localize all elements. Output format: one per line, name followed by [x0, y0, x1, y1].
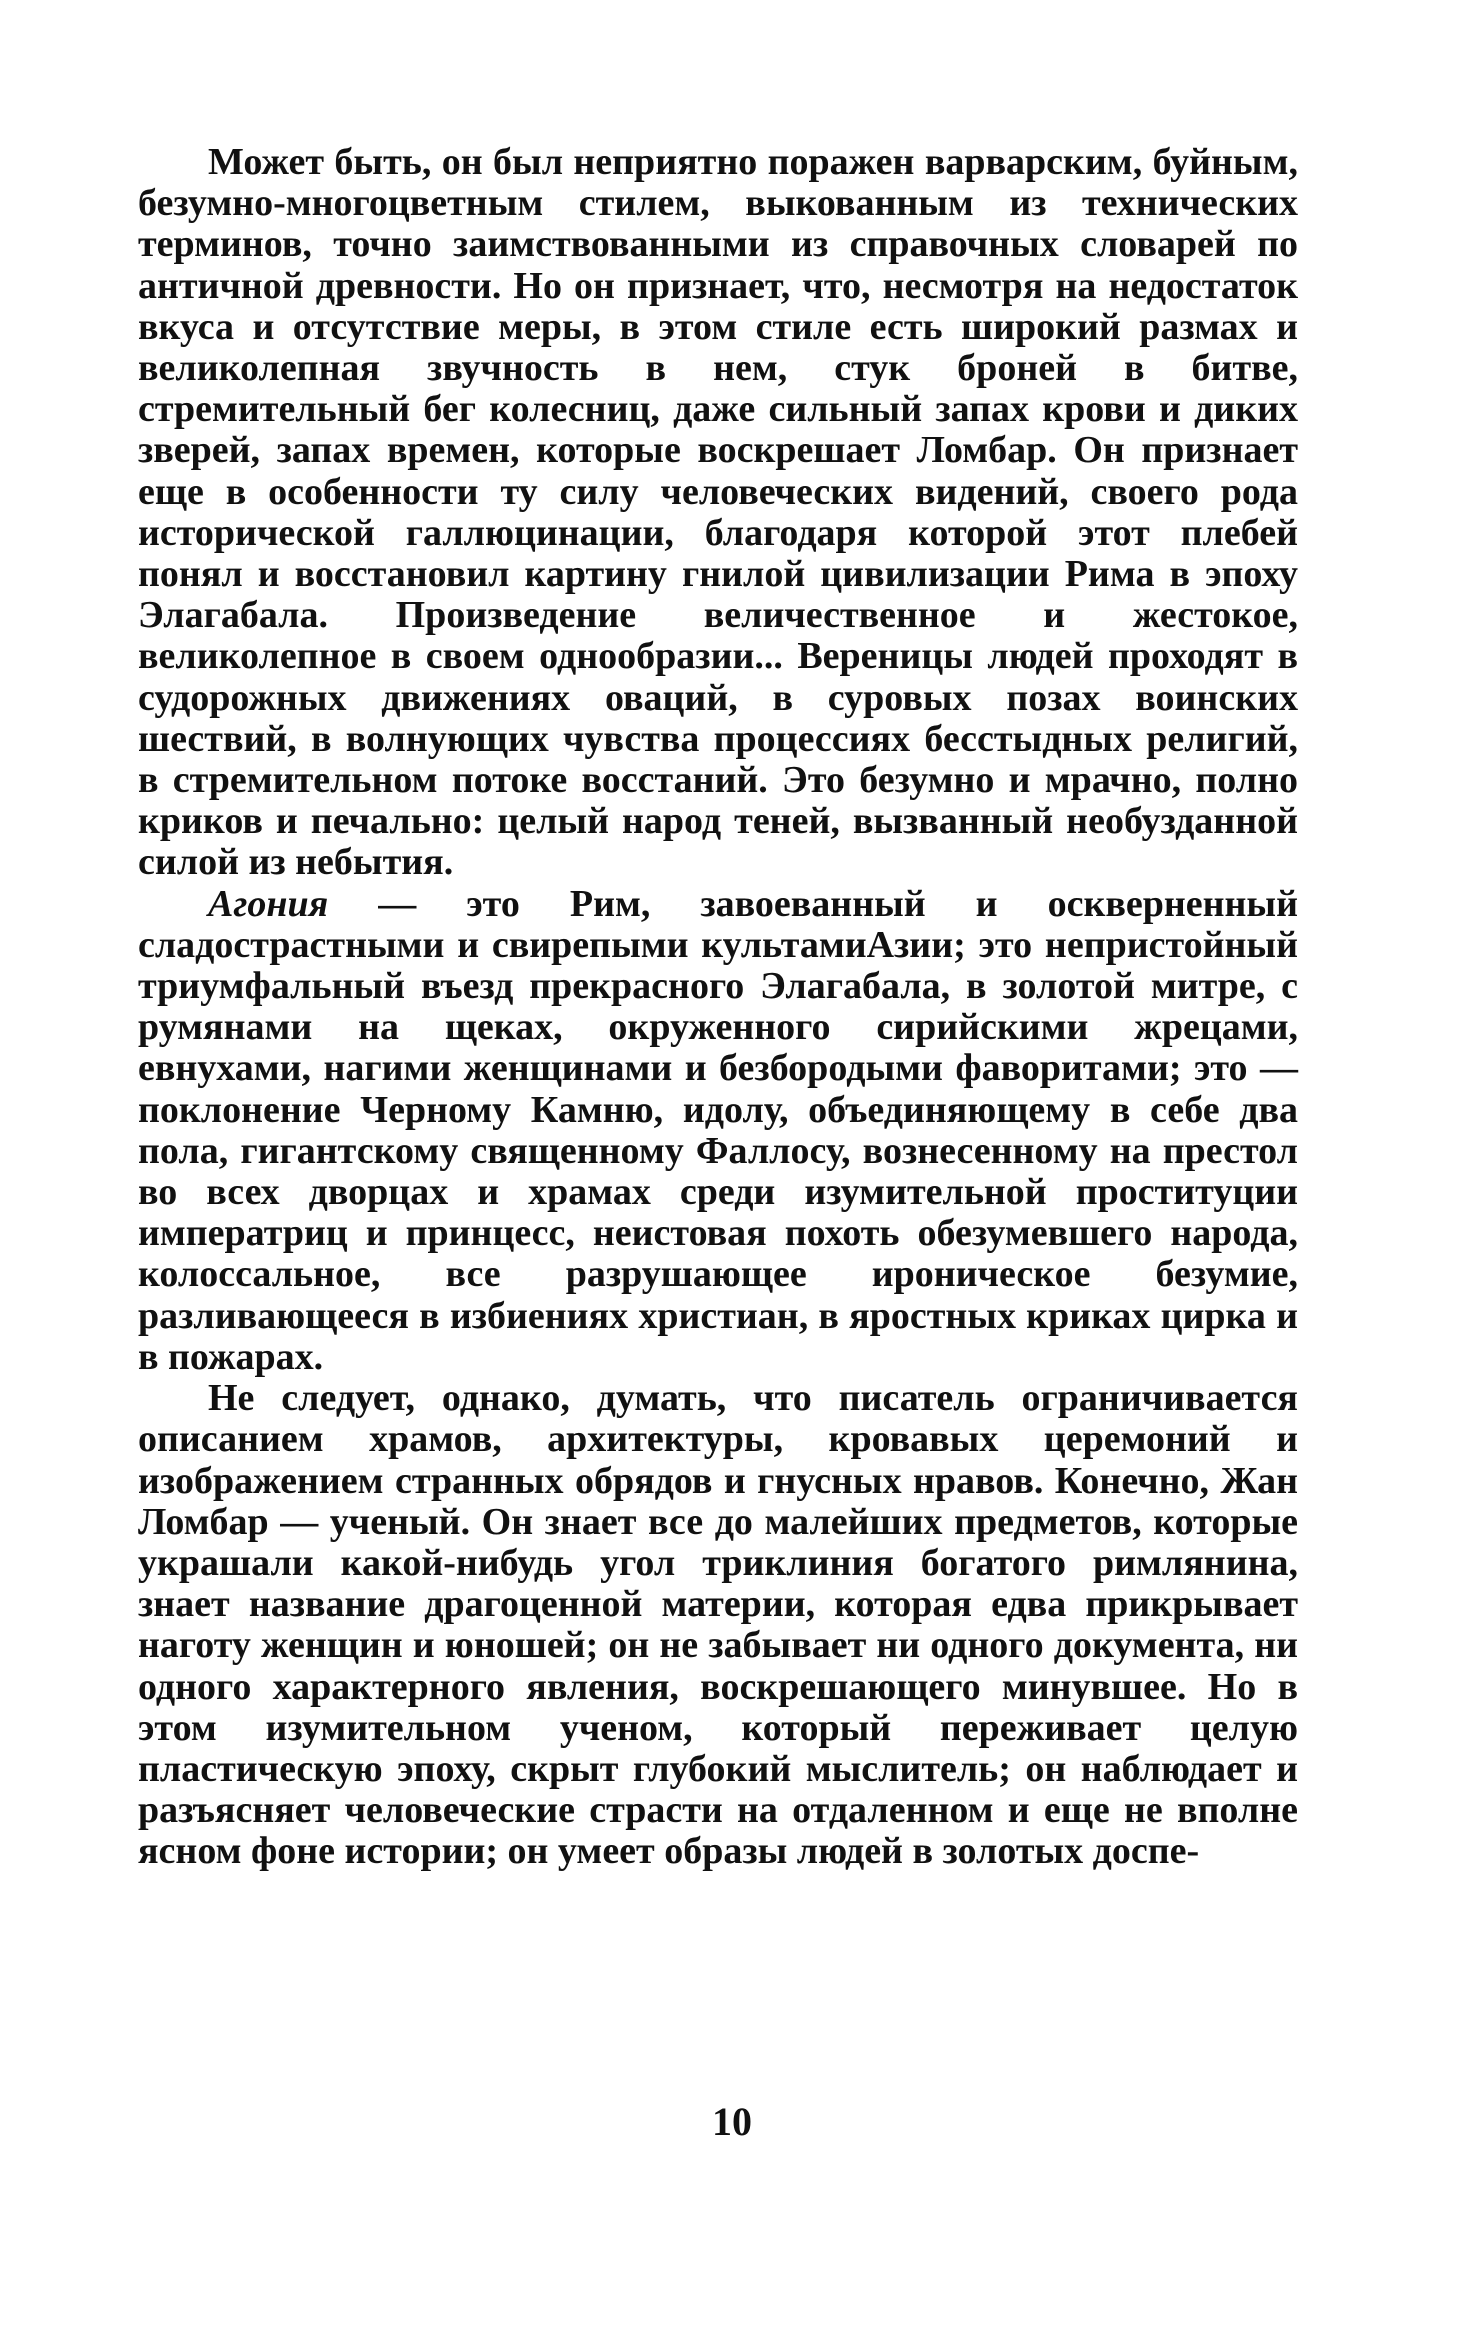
body-text [138, 142, 1298, 1873]
paragraph-2-lead: Агония [208, 882, 329, 925]
paragraph-1-text: Может быть, он был неприятно поражен варварским, буйным, безумно-многоцветным стилем, выкованным из технических терминов, точно заимствованными из справочных словарей по античной древности. Но он признает, что, несмотря на недостаток вкуса и отсутствие меры, в этом стиле есть широкий размах и великолепная звучность в нем, стук броней в битве, стремительный бег колесниц, даже сильный запах крови и диких зверей, запах времен, которые воскрешает Ломбар. Он признает еще в особенности ту силу человеческих видений, своего рода исторической галлюцинации, благодаря которой этот плебей понял и восстановил картину гнилой цивилизации Рима в эпоху Элагабала. Произведение величественное и жестокое, великолепное в своем однообразии... Вереницы людей проходят в судорожных движениях оваций, в суровых позах воинских шествий, в волнующих чувства процессиях бесстыдных религий, в стремительном потоке восстаний. Это безумно и мрачно, полно криков и печально: целый народ теней, вызванный необузданной силой из небытия. [138, 141, 1298, 884]
paragraph-3-text: Не следует, однако, думать, что писатель ограничивается описанием храмов, архитектуры, кровавых церемоний и изображением странных обрядов и гнусных нравов. Конечно, Жан Ломбар — ученый. Он знает все до малейших предметов, которые украшали какой-нибудь угол триклиния богатого римлянина, знает название драгоценной материи, которая едва прикрывает наготу женщин и юношей; он не забывает ни одного документа, ни одного характерного явления, воскрешающего минувшее. Но в этом изумительном ученом, который переживает целую пластическую эпоху, скрыт глубокий мыслитель; он наблюдает и разъясняет человеческие страсти на отдаленном и еще не вполне ясном фоне истории; он умеет образы людей в золотых доспе- [138, 1377, 1298, 1873]
paragraph-2 [138, 884, 1298, 1378]
paragraph-2-text: — это Рим, завоеванный и оскверненный сладострастными и свирепыми культамиАзии; это непристойный триумфальный въезд прекрасного Элагабала, в золотой митре, с румянами на щеках, окруженного сирийскими жрецами, евнухами, нагими женщинами и безбородыми фаворитами; это — поклонение Черному Камню, идолу, объединяющему в себе два пола, гигантскому священному Фаллосу, вознесенному на престол во всех дворцах и храмах среди изумительной проституции императриц и принцесс, неистовая похоть обезумевшего народа, колоссальное, все разрушающее ироническое безумие, разливающееся в избиениях христиан, в яростных криках цирка и в пожарах. [138, 882, 1298, 1378]
page-number: 10 [712, 2099, 752, 2144]
paragraph-1 [138, 142, 1298, 884]
paragraph-3 [138, 1378, 1298, 1872]
